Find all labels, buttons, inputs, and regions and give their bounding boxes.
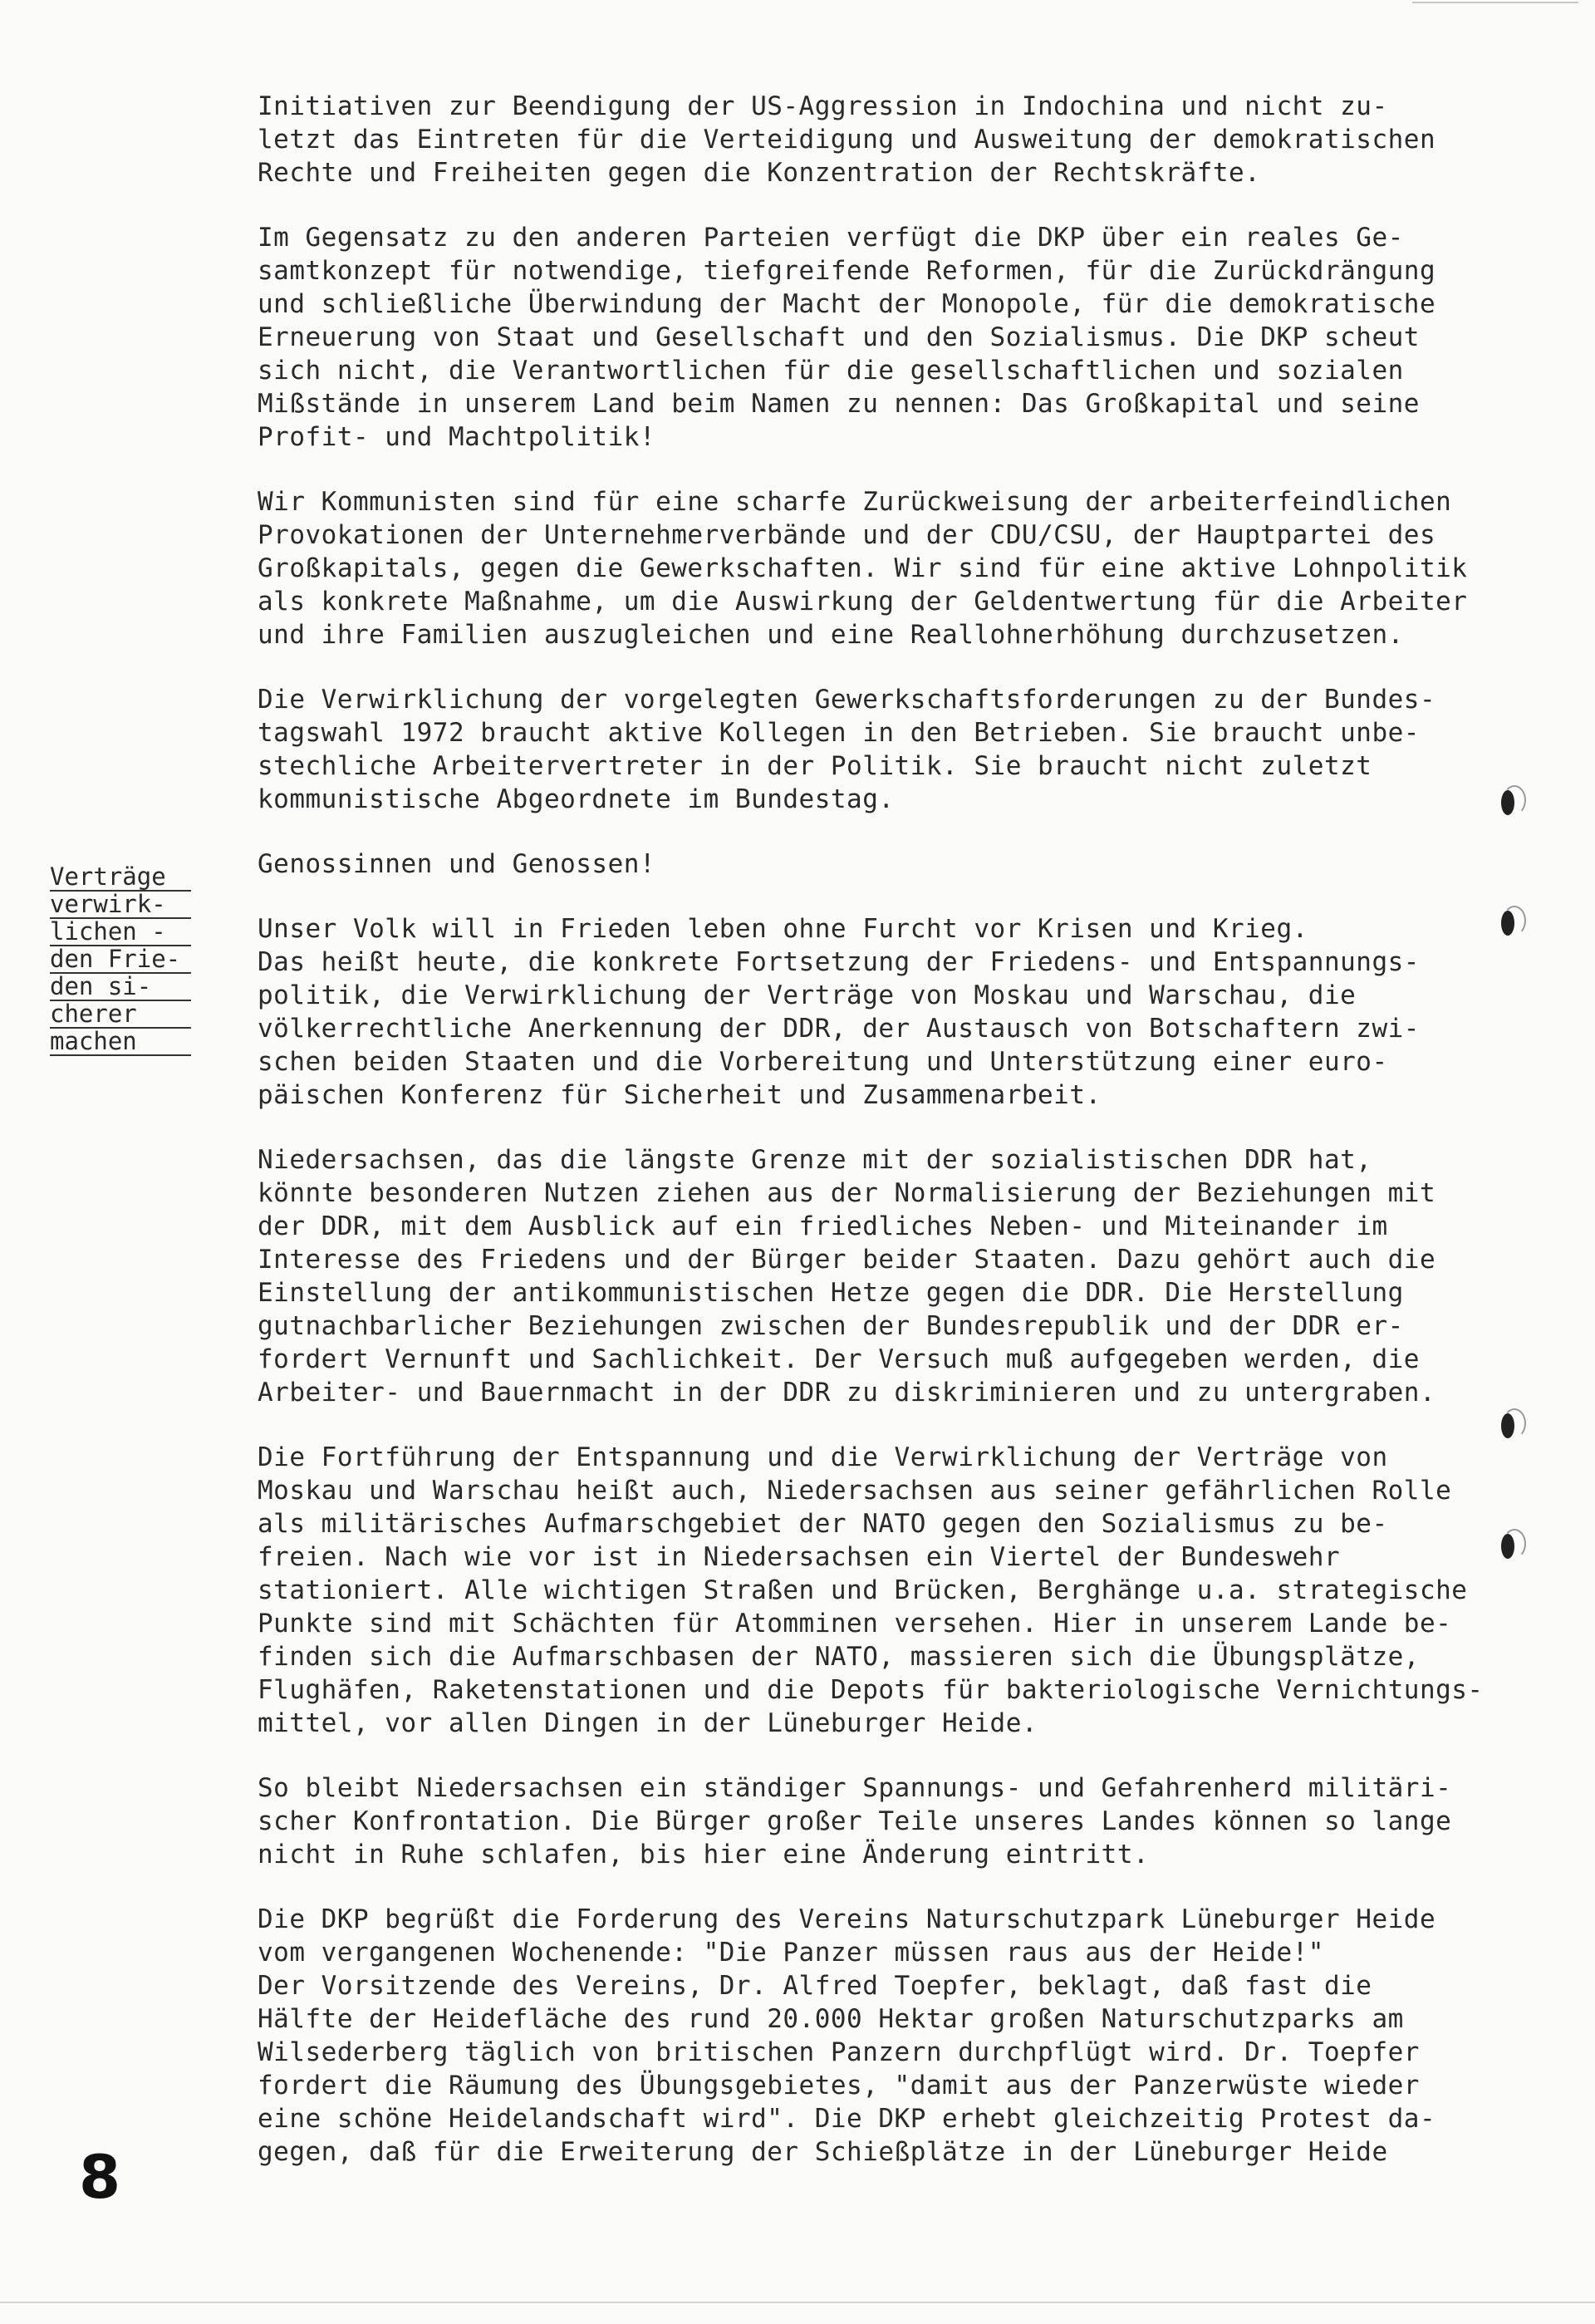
text-line: kommunistische Abgeordnete im Bundestag.	[258, 784, 895, 814]
paragraph-2	[258, 221, 1462, 454]
text-line: fordert Vernunft und Sachlichkeit. Der Versuch muß aufgegeben werden, die	[258, 1344, 1420, 1374]
text-line: Die Fortführung der Entspannung und die Verwirklichung der Verträge von	[258, 1442, 1388, 1472]
text-line: als konkrete Maßnahme, um die Auswirkung der Geldentwertung für die Arbeiter	[258, 587, 1468, 617]
text-line: Wilsederberg täglich von britischen Panzern durchpflügt wird. Dr. Toepfer	[258, 2037, 1420, 2067]
margin-note-line: verwirk-	[50, 892, 191, 919]
text-line: vom vergangenen Wochenende: "Die Panzer müssen raus aus der Heide!"	[258, 1938, 1324, 1968]
text-line: gutnachbarlicher Beziehungen zwischen der Bundesrepublik und der DDR er-	[258, 1311, 1404, 1341]
text-line: Provokationen der Unternehmerverbände und der CDU/CSU, der Hauptpartei des	[258, 520, 1436, 550]
punch-hole-mark	[1499, 1408, 1528, 1442]
paragraph-9	[258, 1771, 1462, 1871]
text-line: nicht in Ruhe schlafen, bis hier eine Änderung eintritt.	[258, 1840, 1150, 1870]
text-line: Hälfte der Heidefläche des rund 20.000 Hektar großen Naturschutzparks am	[258, 2004, 1404, 2034]
text-line: Niedersachsen, das die längste Grenze mit der sozialistischen DDR hat,	[258, 1145, 1372, 1175]
text-line: der DDR, mit dem Ausblick auf ein friedliches Neben- und Miteinander im	[258, 1211, 1388, 1241]
paragraph-10	[258, 1903, 1462, 2169]
text-line: Rechte und Freiheiten gegen die Konzentration der Rechtskräfte.	[258, 158, 1261, 188]
text-line: Initiativen zur Beendigung der US-Aggression in Indochina und nicht zu-	[258, 91, 1388, 121]
text-line: als militärisches Aufmarschgebiet der NATO gegen den Sozialismus zu be-	[258, 1509, 1388, 1539]
text-line: gegen, daß für die Erweiterung der Schießplätze in der Lüneburger Heide	[258, 2137, 1388, 2167]
bottom-edge-rule	[0, 2302, 1595, 2303]
text-line: politik, die Verwirklichung der Verträge von Moskau und Warschau, die	[258, 980, 1357, 1010]
text-line: Punkte sind mit Schächten für Atomminen versehen. Hier in unserem Lande be-	[258, 1609, 1452, 1639]
margin-note-line: cherer	[50, 1001, 191, 1029]
text-line: fordert die Räumung des Übungsgebietes, "damit aus der Panzerwüste wieder	[258, 2071, 1420, 2100]
text-line: samtkonzept für notwendige, tiefgreifende Reformen, für die Zurückdrängung	[258, 256, 1436, 286]
margin-note-line: den Frie-	[50, 946, 191, 974]
text-line: eine schöne Heidelandschaft wird". Die DKP erhebt gleichzeitig Protest da-	[258, 2104, 1436, 2134]
text-line: Arbeiter- und Bauernmacht in der DDR zu diskriminieren und zu untergraben.	[258, 1378, 1436, 1408]
punch-hole-mark	[1499, 1529, 1528, 1562]
paragraph-7	[258, 1143, 1462, 1409]
text-line: Die DKP begrüßt die Forderung des Vereins Naturschutzpark Lüneburger Heide	[258, 1904, 1436, 1934]
text-line: So bleibt Niedersachsen ein ständiger Spannungs- und Gefahrenherd militäri-	[258, 1773, 1452, 1803]
text-line: tagswahl 1972 braucht aktive Kollegen in den Betrieben. Sie braucht unbe-	[258, 718, 1420, 748]
text-line: Großkapitals, gegen die Gewerkschaften. Wir sind für eine aktive Lohnpolitik	[258, 553, 1468, 583]
paragraph-6	[258, 912, 1462, 1112]
text-line: schen beiden Staaten und die Vorbereitung und Unterstützung einer euro-	[258, 1047, 1388, 1077]
paragraph-4	[258, 683, 1462, 816]
text-line: stationiert. Alle wichtigen Straßen und Brücken, Berghänge u.a. strategische	[258, 1575, 1468, 1605]
top-edge-rule	[1412, 2, 1578, 3]
text-line: völkerrechtliche Anerkennung der DDR, der Austausch von Botschaftern zwi-	[258, 1014, 1420, 1044]
text-line: Genossinnen und Genossen!	[258, 849, 656, 879]
text-line: Profit- und Machtpolitik!	[258, 422, 656, 452]
margin-note-line: Verträge	[50, 864, 191, 892]
text-line: päischen Konferenz für Sicherheit und Zusammenarbeit.	[258, 1080, 1102, 1110]
page-number: 8	[79, 2142, 121, 2212]
paragraph-3	[258, 485, 1468, 651]
text-line: finden sich die Aufmarschbasen der NATO, massieren sich die Übungsplätze,	[258, 1642, 1420, 1672]
paragraph-1	[258, 90, 1462, 189]
margin-note-line: machen	[50, 1029, 191, 1056]
text-line: Im Gegensatz zu den anderen Parteien verfügt die DKP über ein reales Ge-	[258, 223, 1404, 253]
paragraph-8	[258, 1441, 1484, 1740]
text-line: freien. Nach wie vor ist in Niedersachsen ein Viertel der Bundeswehr	[258, 1542, 1341, 1572]
text-line: sich nicht, die Verantwortlichen für die gesellschaftlichen und sozialen	[258, 356, 1404, 386]
text-line: könnte besonderen Nutzen ziehen aus der Normalisierung der Beziehungen mit	[258, 1178, 1436, 1208]
text-line: Der Vorsitzende des Vereins, Dr. Alfred Toepfer, beklagt, daß fast die	[258, 1971, 1372, 2001]
text-line: stechliche Arbeitervertreter in der Politik. Sie braucht nicht zuletzt	[258, 751, 1372, 781]
text-line: Interesse des Friedens und der Bürger beider Staaten. Dazu gehört auch die	[258, 1245, 1436, 1275]
margin-note-line: den si-	[50, 974, 191, 1001]
text-line: mittel, vor allen Dingen in der Lüneburger Heide.	[258, 1708, 1038, 1738]
paragraph-5	[258, 848, 1462, 881]
text-line: Moskau und Warschau heißt auch, Niedersachsen aus seiner gefährlichen Rolle	[258, 1476, 1452, 1506]
text-line: Das heißt heute, die konkrete Fortsetzung der Friedens- und Entspannungs-	[258, 947, 1420, 977]
text-line: Einstellung der antikommunistischen Hetze gegen die DDR. Die Herstellung	[258, 1278, 1404, 1308]
text-line: Unser Volk will in Frieden leben ohne Furcht vor Krisen und Krieg.	[258, 914, 1308, 944]
punch-hole-mark	[1499, 785, 1528, 818]
text-line: letzt das Eintreten für die Verteidigung und Ausweitung der demokratischen	[258, 125, 1436, 155]
margin-note	[50, 864, 208, 1056]
text-line: Flughäfen, Raketenstationen und die Depots für bakteriologische Vernichtungs-	[258, 1675, 1484, 1705]
text-line: und schließliche Überwindung der Macht der Monopole, für die demokratische	[258, 289, 1436, 319]
punch-hole-mark	[1499, 906, 1528, 939]
text-line: Wir Kommunisten sind für eine scharfe Zurückweisung der arbeiterfeindlichen	[258, 487, 1452, 517]
text-line: Mißstände in unserem Land beim Namen zu nennen: Das Großkapital und seine	[258, 389, 1420, 419]
text-line: Die Verwirklichung der vorgelegten Gewerkschaftsforderungen zu der Bundes-	[258, 685, 1436, 715]
text-line: und ihre Familien auszugleichen und eine Reallohnerhöhung durchzusetzen.	[258, 620, 1404, 650]
body-text	[258, 90, 1484, 2200]
margin-note-line: lichen -	[50, 919, 191, 946]
text-line: Erneuerung von Staat und Gesellschaft und den Sozialismus. Die DKP scheut	[258, 322, 1420, 352]
text-line: scher Konfrontation. Die Bürger großer Teile unseres Landes können so lange	[258, 1806, 1452, 1836]
